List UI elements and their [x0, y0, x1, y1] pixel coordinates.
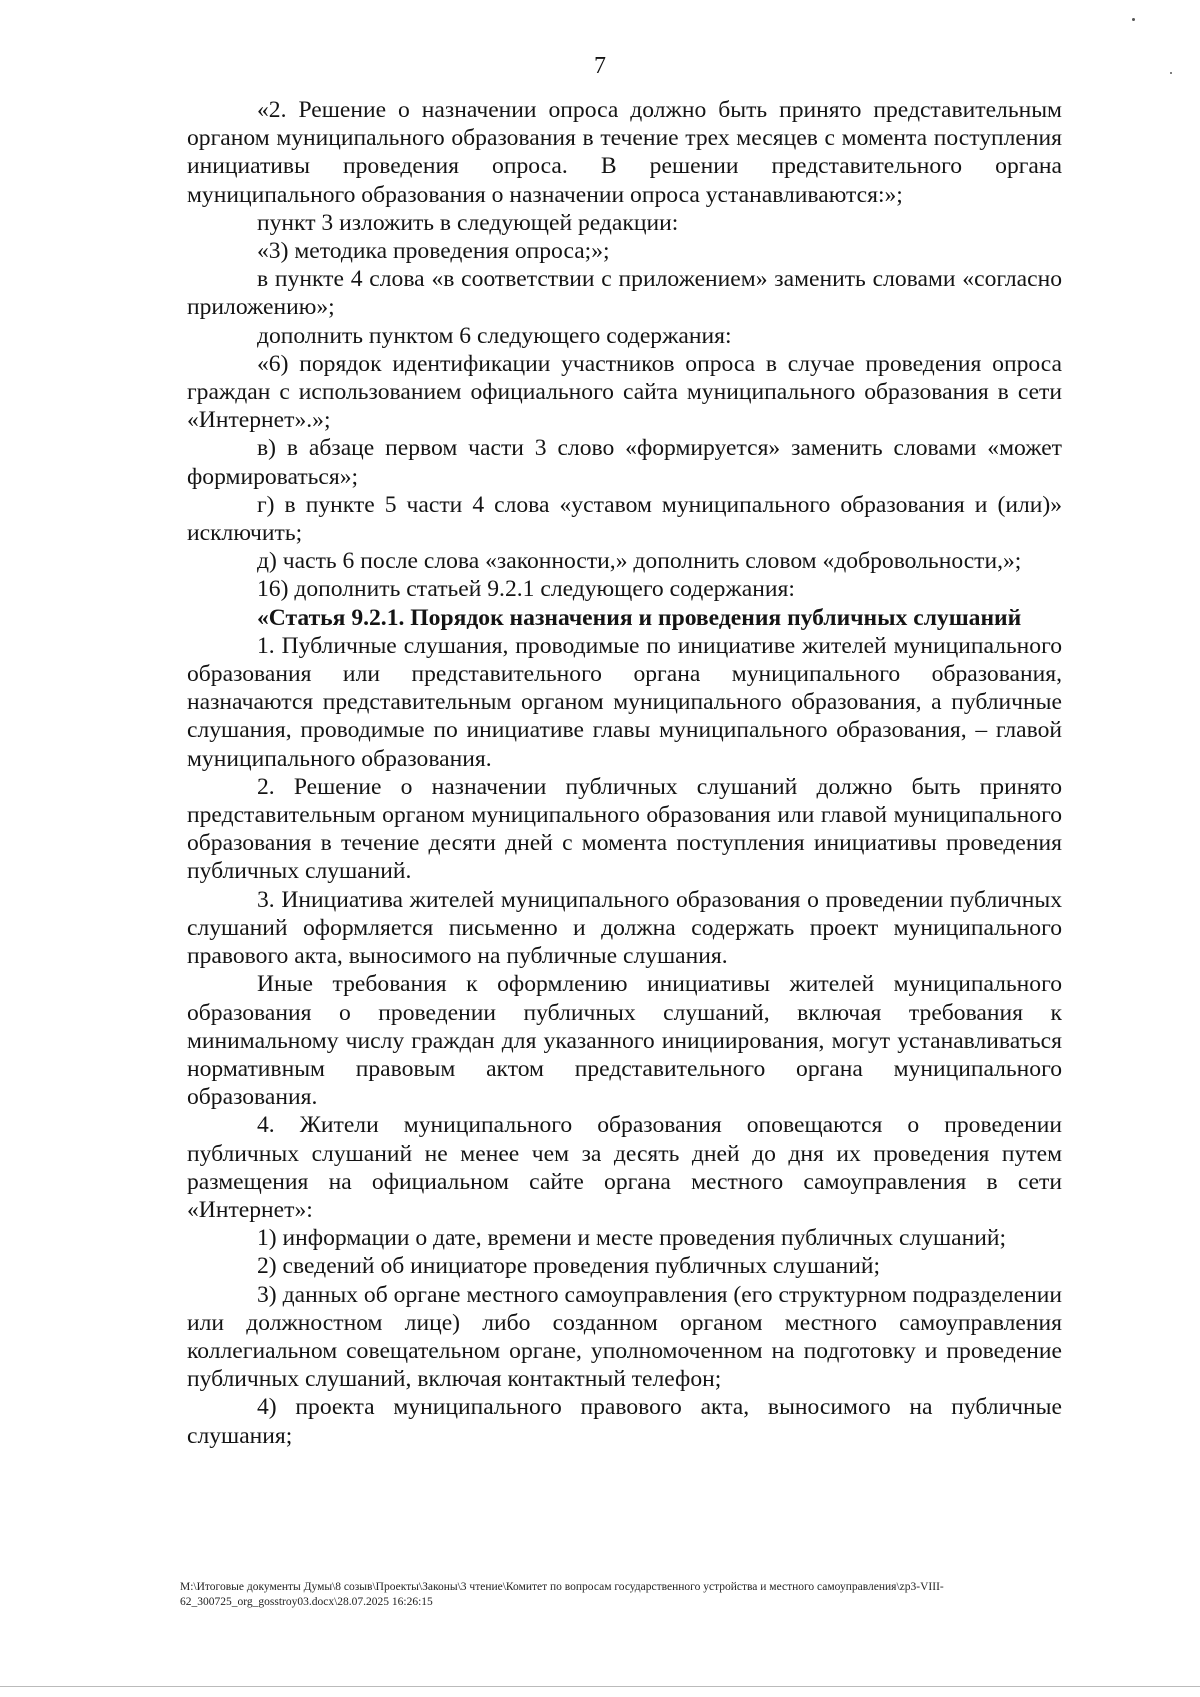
page-number: 7: [594, 53, 606, 79]
paragraph: 4) проекта муниципального правового акта, выносимого на публичные слушания;: [187, 1394, 1062, 1449]
paragraph: в пункте 4 слова «в соответствии с приложением» заменить словами «согласно приложению»;: [187, 266, 1062, 321]
paragraph: «3) методика проведения опроса;»;: [257, 238, 610, 265]
document-body: [187, 96, 1062, 1450]
paragraph: 2. Решение о назначении публичных слушаний должно быть принято представительным органом муниципального образования или главой муниципального образования в течение десяти дней с момента поступления инициативы проведения публичных слушаний.: [187, 773, 1062, 885]
paragraph: 16) дополнить статьей 9.2.1 следующего содержания:: [257, 576, 795, 603]
scan-speck: [1170, 72, 1172, 74]
paragraph: 4. Жители муниципального образования оповещаются о проведении публичных слушаний не менее чем за десять дней до дня их проведения путем размещения на официальном сайте органа местного самоуправления в сети «Интернет»:: [187, 1112, 1062, 1223]
paragraph: 2) сведений об инициаторе проведения публичных слушаний;: [257, 1253, 881, 1280]
paragraph: Иные требования к оформлению инициативы жителей муниципального образования о проведении публичных слушаний, включая требования к минимальному числу граждан для указанного инициирования, могут устанавливаться нормативным правовым актом представительного органа муниципального образования.: [187, 971, 1062, 1111]
paragraph: «6) порядок идентификации участников опроса в случае проведения опроса граждан с использованием официального сайта муниципального образования в сети «Интернет».»;: [187, 350, 1062, 434]
paragraph: 3) данных об органе местного самоуправления (его структурном подразделении или должностном лице) либо созданном органом местного самоуправления коллегиальном совещательном органе, уполномоченном на подготовку и проведение публичных слушаний, включая контактный телефон;: [187, 1281, 1062, 1393]
paragraph: 1) информации о дате, времени и месте проведения публичных слушаний;: [257, 1225, 1007, 1252]
file-path-footer: M:\Итоговые документы Думы\8 созыв\Проекты\Законы\3 чтение\Комитет по вопросам государственного устройства и местного самоуправления\zp3-VIII-62_300725_org_gosstroy03.docx\28.07.2025 16:26:15: [180, 1581, 944, 1608]
paragraph: «2. Решение о назначении опроса должно быть принято представительным органом муниципального образования в течение трех месяцев с момента поступления инициативы проведения опроса. В решении представительного органа муниципального образования о назначении опроса устанавливаются:»;: [187, 97, 1062, 208]
paragraph: пункт 3 изложить в следующей редакции:: [257, 209, 679, 236]
paragraph: 3. Инициатива жителей муниципального образования о проведении публичных слушаний оформляется письменно и должна содержать проект муниципального правового акта, выносимого на публичные слушания.: [187, 886, 1062, 970]
scan-edge-line: [0, 1686, 1200, 1687]
scan-speck: [1132, 18, 1135, 21]
paragraph: д) часть 6 после слова «законности,» дополнить словом «добровольности,»;: [257, 548, 1022, 575]
paragraph: дополнить пунктом 6 следующего содержания:: [257, 322, 732, 349]
article-heading: «Статья 9.2.1. Порядок назначения и проведения публичных слушаний: [257, 604, 1022, 631]
paragraph: 1. Публичные слушания, проводимые по инициативе жителей муниципального образования или представительного органа муниципального образования, назначаются представительным органом муниципального образования, а публичные слушания, проводимые по инициативе главы муниципального образования, – главой муниципального образования.: [187, 632, 1062, 772]
paragraph: в) в абзаце первом части 3 слово «формируется» заменить словами «может формироваться»;: [187, 435, 1062, 490]
paragraph: г) в пункте 5 части 4 слова «уставом муниципального образования и (или)» исключить;: [187, 491, 1062, 547]
